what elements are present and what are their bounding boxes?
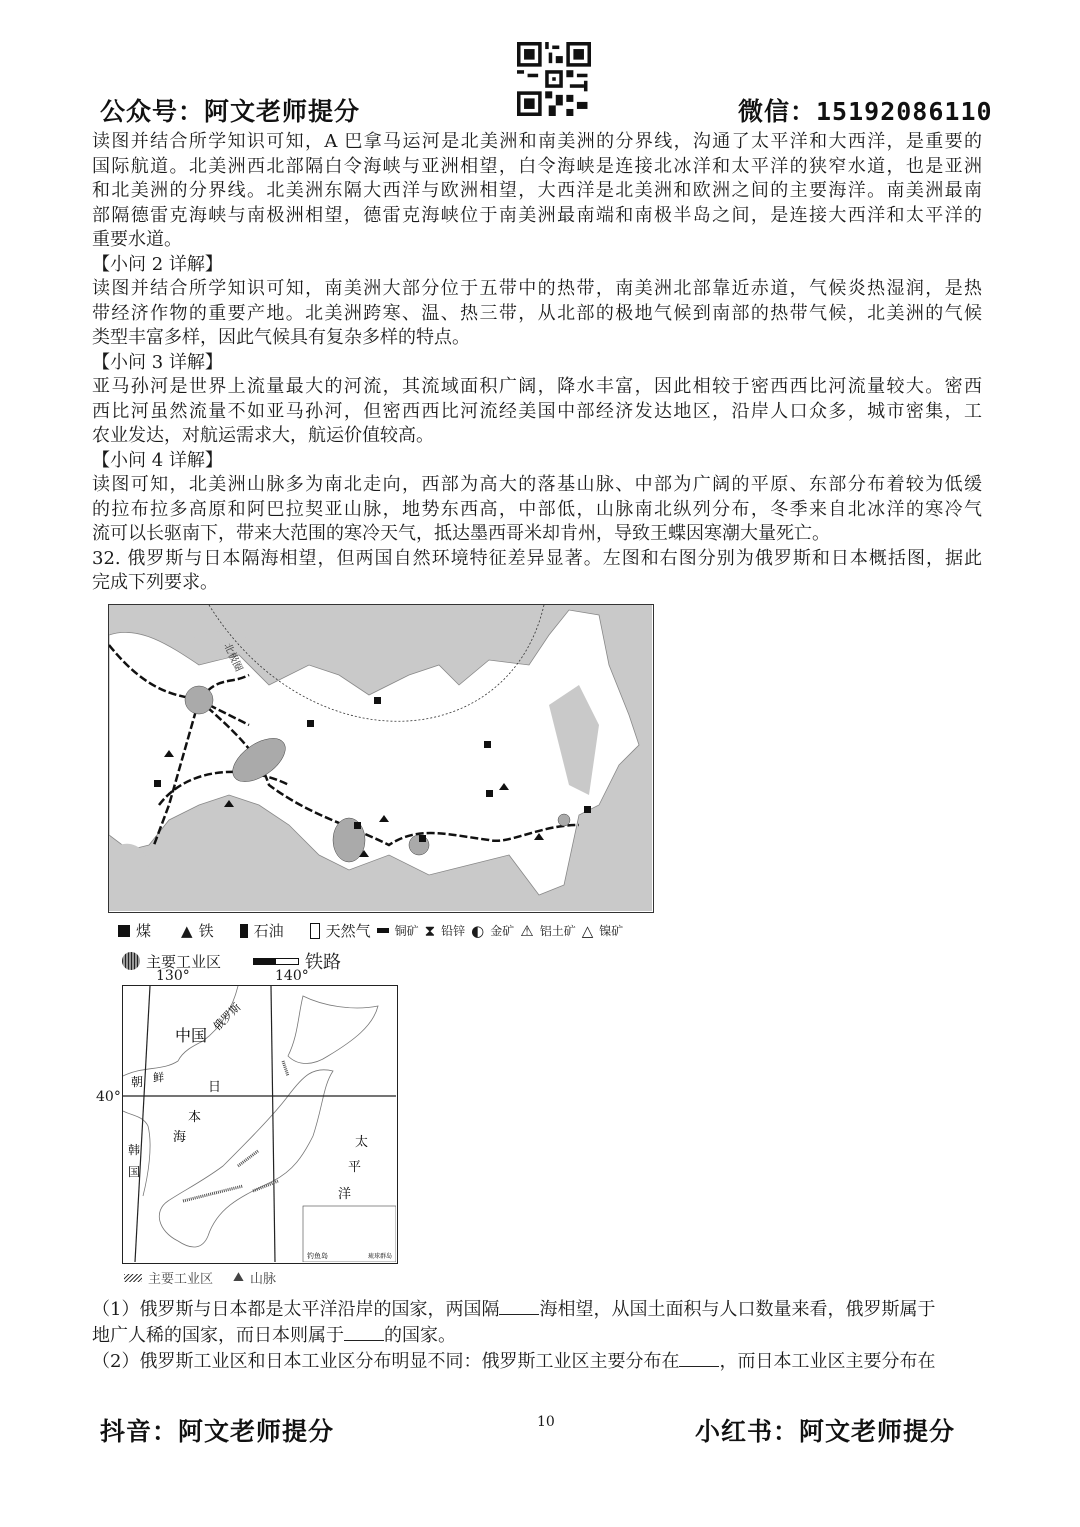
section-heading: 【小问 4 详解】 xyxy=(92,449,223,471)
footer-xiaohongshu: 小红书：阿文老师提分 xyxy=(695,1417,956,1446)
russia-map-graphic xyxy=(109,605,652,911)
lead-zinc-icon: ⧗ xyxy=(424,921,436,940)
text-line: 亚马孙河是世界上流量最大的河流，其流域面积广阔，降水丰富，因此相较于密西西比河流量较大。密西 xyxy=(92,376,982,397)
text-line: 农业发达，对航运需求大，航运价值较高。 xyxy=(92,425,434,446)
coal-icon xyxy=(118,925,130,937)
label-inset: 钓鱼岛 xyxy=(307,1252,328,1260)
nickel-icon: △ xyxy=(581,921,594,940)
lat-40-label: 40° xyxy=(96,1089,121,1105)
mountain-icon: ⛰ xyxy=(233,1270,244,1285)
japan-map-graphic xyxy=(123,986,396,1262)
legend-label: 山脉 xyxy=(249,1272,276,1287)
answer-blank[interactable] xyxy=(499,1296,539,1315)
text-line: 读图可知，北美洲山脉多为南北走向，西部为高大的落基山脉、中部为广阔的平原、东部分布着较为低缓 xyxy=(92,474,982,495)
legend-row-1 xyxy=(118,920,623,941)
question-1 xyxy=(92,1296,982,1322)
russia-map xyxy=(108,604,654,913)
iron-icon: ▲ xyxy=(181,921,193,940)
sub-questions xyxy=(92,1296,982,1374)
japan-legend xyxy=(124,1268,276,1287)
label-inset-2: 琉球群岛 xyxy=(368,1253,393,1260)
legend-label: 主要工业区 xyxy=(148,1272,214,1287)
label-korea-s1: 韩 xyxy=(128,1143,141,1157)
answer-blank[interactable] xyxy=(344,1322,384,1341)
text-line: 部隔德雷克海峡与南极洲相望，德雷克海峡位于南美洲最南端和南极半岛之间，是连接大西洋和太平洋的 xyxy=(92,204,982,226)
text-line: 和北美洲的分界线。北美洲东隔大西洋与欧洲相望，大西洋是北美洲和欧洲之间的主要海洋。南美洲最南 xyxy=(92,180,982,201)
question-text: （2）俄罗斯工业区和日本工业区分布明显不同：俄罗斯工业区主要分布在 xyxy=(92,1351,680,1372)
question-text: 海相望，从国土面积与人口数量来看，俄罗斯属于 xyxy=(539,1299,936,1320)
legend-label: 铁 xyxy=(198,922,214,940)
text-line: 带经济作物的重要产地。北美洲跨寒、温、热三带，从北部的极地气候到南部的热带气候，北美洲的气候 xyxy=(92,302,982,324)
question-text: ，而日本工业区主要分布在 xyxy=(719,1351,936,1372)
text-line: 流可以长驱南下，带来大范围的寒冷天气，抵达墨西哥米却肯州，导致王蝶因寒潮大量死亡。 xyxy=(92,523,830,544)
legend-label: 镍矿 xyxy=(599,924,624,938)
text-line: 西比河虽然流量不如亚马孙河，但密西西比河流经美国中部经济发达地区，沿岸人口众多，城市密集，工 xyxy=(92,400,982,422)
railway-icon xyxy=(253,958,299,965)
label-pacific-1: 太 xyxy=(355,1135,369,1150)
question-text: 的国家。 xyxy=(384,1325,456,1346)
answer-text xyxy=(92,130,982,596)
industrial-zone-icon xyxy=(124,1274,142,1282)
section-heading: 【小问 2 详解】 xyxy=(92,253,223,275)
question-text: 地广人稀的国家，而日本则属于 xyxy=(92,1325,344,1346)
qr-code-icon xyxy=(517,42,591,116)
label-sea-1: 日 xyxy=(208,1080,222,1095)
text-line: 类型丰富多样，因此气候具有复杂多样的特点。 xyxy=(92,327,470,348)
legend-label: 铅锌 xyxy=(441,924,466,938)
answer-blank[interactable] xyxy=(679,1348,719,1367)
label-china: 中国 xyxy=(175,1026,208,1045)
question-2 xyxy=(92,1348,982,1374)
japan-map xyxy=(122,985,398,1264)
label-sea-3: 海 xyxy=(173,1130,187,1145)
legend-label: 煤 xyxy=(136,922,152,940)
label-sea-2: 本 xyxy=(188,1110,202,1125)
question-stem: 32. 俄罗斯与日本隔海相望，但两国自然环境特征差异显著。左图和右图分别为俄罗斯和日本概括图，据此 xyxy=(92,547,982,569)
legend-label: 铁路 xyxy=(305,952,342,973)
label-korea-s2: 国 xyxy=(128,1165,141,1179)
legend-label: 铝土矿 xyxy=(539,924,576,938)
text-line: 读图并结合所学知识可知，A 巴拿马运河是北美洲和南美洲的分界线，沟通了太平洋和大西洋，是重要的 xyxy=(92,131,982,152)
arctic-circle-label: 北极圈 xyxy=(221,641,244,674)
legend-label: 天然气 xyxy=(325,922,371,940)
text-line: 国际航道。北美洲西北部隔白令海峡与亚洲相望，白令海峡是连接北冰洋和太平洋的狭窄水道，也是亚洲 xyxy=(92,155,982,177)
label-korea-n2: 鲜 xyxy=(153,1071,164,1084)
text-line: 读图并结合所学知识可知，南美洲大部分位于五带中的热带，南美洲北部靠近赤道，气候炎热湿润，是热 xyxy=(92,278,982,299)
copper-icon xyxy=(377,928,389,933)
industrial-zone-icon xyxy=(122,952,140,970)
legend-label: 主要工业区 xyxy=(146,952,222,971)
question-1-cont xyxy=(92,1322,982,1348)
label-korea-n1: 朝 xyxy=(131,1075,144,1089)
lon-130-label: 130° xyxy=(156,968,190,984)
text-line: 重要水道。 xyxy=(92,229,182,250)
label-pacific-3: 洋 xyxy=(338,1187,352,1202)
text-line: 的拉布拉多高原和阿巴拉契亚山脉，地势东西高，中部低，山脉南北纵列分布，冬季来自北冰洋的寒冷气 xyxy=(92,498,982,520)
legend-label: 铜矿 xyxy=(394,924,419,938)
gas-icon xyxy=(310,923,320,939)
question-stem: 完成下列要求。 xyxy=(92,572,218,593)
header-wechat-account: 公众号：阿文老师提分 xyxy=(100,97,361,126)
oil-icon xyxy=(240,924,248,938)
question-text: （1）俄罗斯与日本都是太平洋沿岸的国家，两国隔 xyxy=(92,1299,500,1320)
lon-140-label: 140° xyxy=(275,968,309,984)
page-number: 10 xyxy=(537,1414,555,1430)
legend-label: 金矿 xyxy=(490,924,515,938)
section-heading: 【小问 3 详解】 xyxy=(92,351,223,373)
legend-label: 石油 xyxy=(253,922,284,940)
bauxite-icon: ⚠ xyxy=(520,921,534,940)
gold-icon: ◐ xyxy=(471,921,485,940)
footer-douyin: 抖音：阿文老师提分 xyxy=(100,1417,335,1446)
header-wechat-id: 微信：15192086110 xyxy=(738,97,993,126)
label-russia: 俄罗斯 xyxy=(210,1000,244,1034)
label-pacific-2: 平 xyxy=(348,1160,362,1175)
